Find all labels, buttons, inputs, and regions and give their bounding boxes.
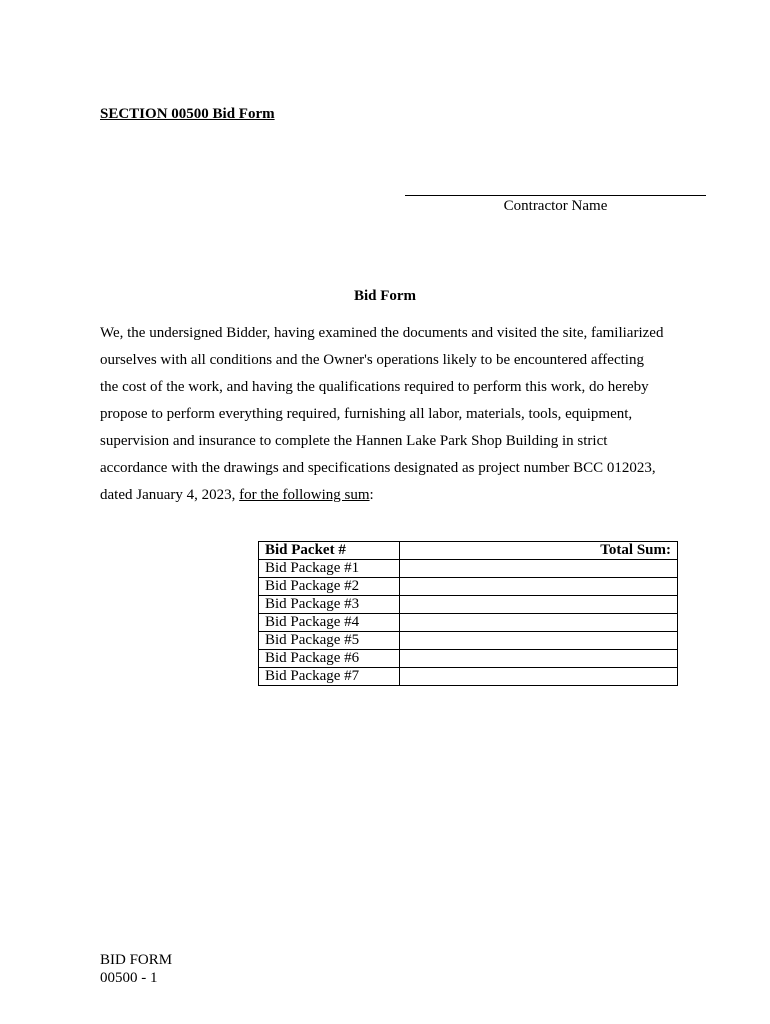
bid-statement-line: supervision and insurance to complete the Hannen Lake Park Shop Building in strict [100,433,608,449]
total-sum-field[interactable] [400,578,678,596]
total-sum-field[interactable] [400,560,678,578]
table-row [259,596,678,614]
bid-package-cell: Bid Package #5 [259,632,400,650]
bid-package-cell: Bid Package #2 [259,578,400,596]
bid-statement-line: ourselves with all conditions and the Owner's operations likely to be encountered affecting [100,352,644,368]
page-footer [100,951,172,987]
total-sum-field[interactable] [400,632,678,650]
total-sum-field[interactable] [400,650,678,668]
table-row [259,560,678,578]
bid-statement-line: propose to perform everything required, furnishing all labor, materials, tools, equipment, [100,406,633,422]
bid-package-cell: Bid Package #1 [259,560,400,578]
table-row [259,650,678,668]
total-sum-field[interactable] [400,668,678,686]
bid-statement-line: the cost of the work, and having the qualifications required to perform this work, do hereby [100,379,649,395]
table-row [259,614,678,632]
bid-package-cell: Bid Package #3 [259,596,400,614]
bid-statement [100,320,680,509]
header-total-sum: Total Sum: [400,542,678,560]
table-row [259,578,678,596]
footer-form-name: BID FORM [100,952,173,968]
table-row [259,632,678,650]
section-title: SECTION 00500 Bid Form [100,106,275,122]
bid-package-cell: Bid Package #6 [259,650,400,668]
form-heading: Bid Form [353,288,417,304]
header-bid-packet: Bid Packet # [259,542,400,560]
bid-statement-last-line [100,482,680,509]
bid-table [258,541,678,686]
contractor-name-label: Contractor Name [503,198,608,214]
footer-page-number: 00500 - 1 [100,970,158,986]
table-header-row [259,542,678,560]
bid-package-cell: Bid Package #7 [259,668,400,686]
table-row [259,668,678,686]
bid-statement-line: We, the undersigned Bidder, having examined the documents and visited the site, familiarized [100,325,664,341]
following-sum-text: for the following sum [239,487,370,503]
bid-statement-line: accordance with the drawings and specifications designated as project number BCC 012023, [100,460,656,476]
colon-text: : [369,487,374,503]
total-sum-field[interactable] [400,596,678,614]
contractor-name-line [405,195,706,196]
bid-package-cell: Bid Package #4 [259,614,400,632]
date-text: dated January 4, 2023, [100,487,240,503]
total-sum-field[interactable] [400,614,678,632]
